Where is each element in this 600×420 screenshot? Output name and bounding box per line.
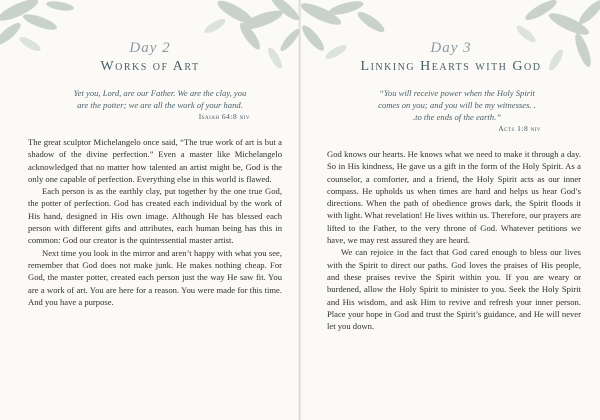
verse-text: “You will receive power when the Holy Spirit comes on you; and you will be my witnesses. . .to the ends of the earth.”: [378, 88, 536, 122]
page-title: Linking Hearts with God: [360, 59, 542, 74]
paragraph: The great sculptor Michelangelo once said, “The true work of art is but a shadow of the divine perfection.” Even a master like Michelangelo acknowledged that no matter how talented an artist might be, God is the only one capable of perfection. Everything else in this world is flawed.: [28, 137, 282, 184]
right-page: [300, 0, 600, 420]
devotional-body: [28, 136, 282, 308]
verse-reference: Acts 1:8 niv: [498, 124, 541, 133]
right-header: [301, 40, 600, 75]
verse-text: Yet you, Lord, are our Father. We are the clay, you are the potter; we are all the work of your hand.: [73, 88, 247, 110]
devotional-body: [327, 148, 581, 332]
scripture-verse: [70, 87, 250, 123]
day-label: Day 2: [129, 40, 171, 56]
left-header: [0, 40, 300, 75]
day-label: Day 3: [430, 40, 472, 56]
scripture-verse: [373, 87, 541, 135]
page-title: Works of Art: [100, 59, 200, 74]
paragraph: Each person is as the earthly clay, put together by the one true God, the potter of perfection. God has created each individual by the work of His hand, designed in His own image. Although He has blessed each person with different gifts and attributes, each human being has this in common: God our creator is the quintessential master artist.: [28, 186, 282, 246]
verse-reference: Isaiah 64:8 niv: [198, 112, 250, 121]
paragraph: Next time you look in the mirror and aren’t happy with what you see, remember that God does not make junk. He makes nothing cheap. For God, the master potter, created each person just the way He saw fit. You are a work of art. You are here for a reason. You were made for this time. And you have a purpose.: [28, 247, 282, 307]
paragraph: We can rejoice in the fact that God cared enough to bless our lives with the Spirit to direct our paths. God loves the praises of His people, and these praises revive the Spirit within you. If you are weary or burdened, allow the Holy Spirit to minister to you. Seek the Holy Spirit and His wisdom, and ask Him to revive and refresh your inner person. Place your hope in God and trust the Spirit’s guidance, and He will never let you down.: [327, 247, 581, 332]
paragraph: God knows our hearts. He knows what we need to make it through a day. So in His kindness, He gave us a gift in the form of the Holy Spirit. As a counselor, a comforter, and a friend, the Holy Spirit acts as our inner compass. He upholds us when times are hard and helps us hear God’s directions. When the path of obedience grows dark, the Spirit floods it with light. What revelation! He lives within us. Therefore, our prayers are lifted to the Father, to the very throne of God. Whatever petitions we have, we may rest assured they are heard.: [327, 149, 581, 246]
